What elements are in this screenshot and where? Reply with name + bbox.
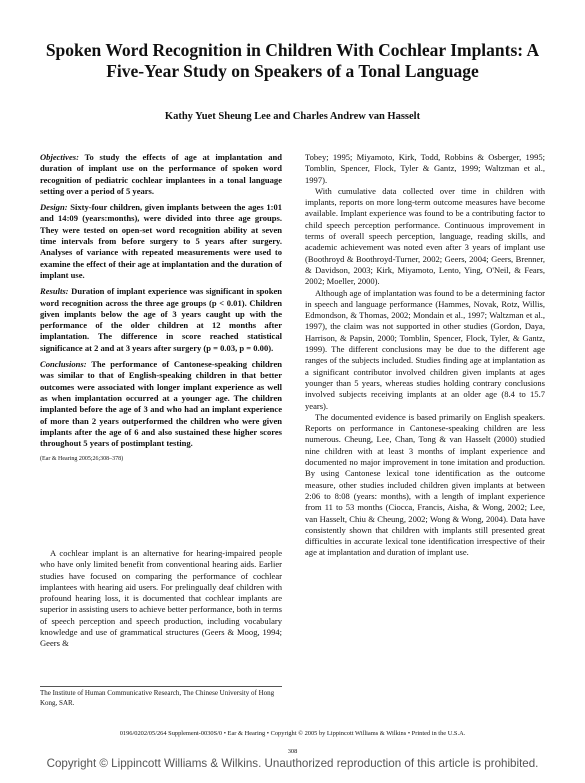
intro-paragraph: A cochlear implant is an alternative for hearing-impaired people who have only limited benefit from conventional hearing aids. Earlier studies have focused on comparing the performance of cochlear implantees with hearing aid users. For prelingually deaf children with profound hearing loss, it is documented that cochlear implants are superior in assisting users to achieve better performance, both in terms of speech perception and speech production, including vocabulary knowledge and use of grammatical structures (Geers & Moog, 1994; Geers &	[40, 548, 282, 649]
authors: Kathy Yuet Sheung Lee and Charles Andrew van Hasselt	[164, 111, 421, 122]
design-label: Design:	[40, 202, 68, 213]
footnote-rule	[40, 686, 282, 687]
conclusions-label: Conclusions:	[40, 359, 87, 370]
objectives-text: To study the effects of age at implantation and duration of implant use on the performance of spoken word recognition of pediatric cochlear implantees in a tonal language setting over a period of 5 years.	[40, 152, 283, 196]
objectives-label: Objectives:	[40, 152, 79, 162]
abstract	[40, 152, 282, 466]
abstract-design	[40, 202, 282, 281]
right-column	[305, 152, 545, 559]
abstract-objectives	[40, 152, 282, 197]
abstract-results	[40, 286, 282, 354]
abstract-conclusions	[40, 359, 282, 449]
page-footer: 0196/0202/05/264 Supplement-0030S/0 • Ear & Hearing • Copyright © 2005 by Lippincott Williams & Wilkins • Printed in the U.S.A.	[119, 730, 466, 737]
copyright-notice: Copyright © Lippincott Williams & Wilkins. Unauthorized reproduction of this article is prohibited.	[46, 757, 539, 770]
page-number: 308	[287, 748, 298, 755]
journal-citation: (Ear & Hearing 2005;26;308–378)	[40, 456, 124, 463]
results-label: Results:	[40, 286, 69, 297]
article-title: Spoken Word Recognition in Children With Cochlear Implants: A Five-Year Study on Speakers of a Tonal Language	[45, 40, 540, 81]
affiliation-footnote: The Institute of Human Communicative Research, The Chinese University of Hong Kong, SAR.	[40, 689, 275, 707]
design-text: Sixty-four children, given implants between the ages 1:01 and 14:09 (years:months), were divided into three age groups. They were tested on open-set word recognition ability at seven time intervals from before surgery to 5 years after surgery. Analyses of variance with repeated measurements were used to examine the effect of their age at implantation and the duration of implant use.	[40, 202, 282, 280]
body-paragraph: With cumulative data collected over time in children with implants, reports on more long-term outcome measures have become available. Implant experience was found to be a contributing factor to child speech perception performance. Continuous improvement in terms of overall speech perception, language, reading skills, and academic achievement was noted even after 3 years of implant use (Boothroyd & Boothroyd-Turner, 2002; Geers, 2004; Geers, Brenner, & Davidson, 2003; Kirk, Miyamoto, Lento, Ying, O'Neil, & Fears, 2002; Moeller, 2000).	[305, 185, 545, 287]
body-paragraph: Tobey; 1995; Miyamoto, Kirk, Todd, Robbins & Osberger, 1995; Tomblin, Spencer, Flock, Tyler & Gantz, 1999; Waltzman et al., 1997).	[305, 152, 545, 185]
results-text: Duration of implant experience was significant in spoken word recognition across the three age groups (p < 0.01). Children given implants below the age of 3 years caught up with the performance of the older children at 12 months after implantation. The difference in score reached statistical significance at 2 and at 3 years after surgery (p = 0.03, p = 0.00).	[40, 286, 282, 353]
body-paragraph: The documented evidence is based primarily on English speakers. Reports on performance in Cantonese-speaking children are less numerous. Cheung, Lee, Chan, Tong & van Hasselt (2000) studied nine children with at least 3 months of implant experience and documented no major improvement in tone imitation and production. By using Cantonese lexical tone identification as the outcome measure, other studies included children given implants at between 2:06 to 8:08 (years: months), with a length of implant experience from 11 to 53 months (Ciocca, Francis, Aisha, & Wong, 2002; Lee, van Hasselt, Chiu & Cheung, 2002; Wong & Wong, 2004). Data have consistently shown that children with implants still presented great difficulties in accurate lexical tone identification irrespective of their age at implantation and duration of implant use.	[305, 411, 545, 558]
body-paragraph: Although age of implantation was found to be a determining factor in speech and language performance (Hammes, Novak, Rotz, Willis, Edmondson, & Thomas, 2002; Mondain et al., 1997; Waltzman et al., 1997), the claim was not supported in other studies (Gordon, Daya, Harrison, & Papsin, 2000; Tomblin, Spencer, Flock, Tyler, & Gantz, 1999). The different conclusions may be due to the different age ranges of the subjects included. Studies finding age at implantation as a significant contributor involved children given implants at ages younger than 5 years, whereas studies holding contrary conclusions involved subjects receiving implants at an older age (8.4 to 15.7 years).	[305, 287, 545, 411]
conclusions-text: The performance of Cantonese-speaking children was similar to that of English-speaking children in that better outcomes were associated with longer implant experience as well as when implantation occurred at a younger age. The children implanted before the age of 3 and who had an implant experience of more than 2 years outperformed the children who were given implants after the age of 6 and also sustained these higher scores throughout 5 years of postimplant testing.	[40, 359, 282, 449]
